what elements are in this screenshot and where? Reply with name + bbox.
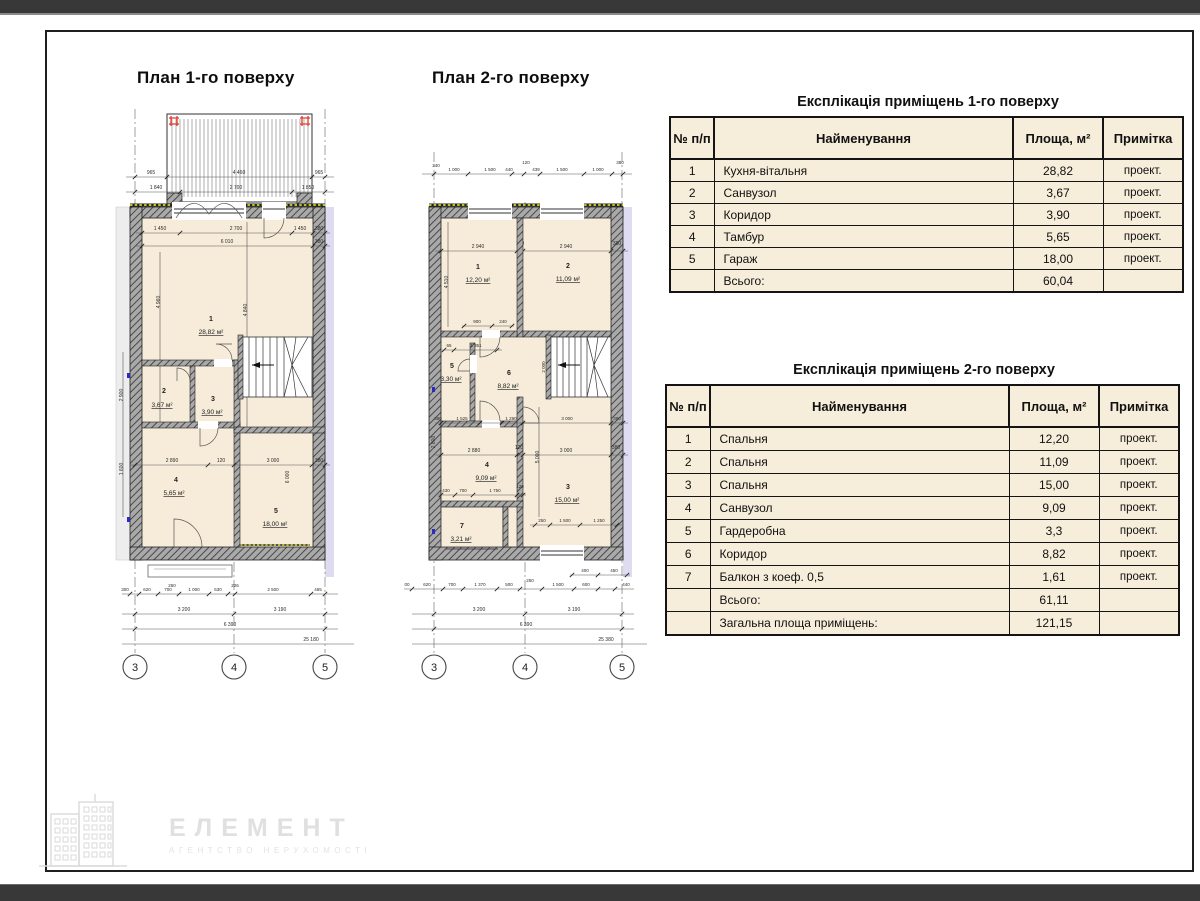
dim-label: 630 [214, 587, 222, 592]
cell-area: 61,11 [1009, 589, 1099, 612]
cell-num: 4 [666, 497, 710, 520]
dim-label: 1 840 [149, 185, 163, 191]
cell-num [666, 612, 710, 636]
cell-note: проект. [1099, 474, 1179, 497]
col-header-num: № п/п [670, 117, 714, 159]
floor-plan-2 [402, 97, 677, 697]
dim-label: 250 [526, 578, 534, 583]
dim-label: 500 [505, 582, 513, 587]
cell-area: 12,20 [1009, 427, 1099, 451]
dim-row-top [422, 160, 632, 176]
dim-label: 600 [582, 582, 590, 587]
dim-label: 620 [143, 587, 151, 592]
room-number: 7 [460, 523, 464, 530]
cell-area: 9,09 [1009, 497, 1099, 520]
dim-label: 1 525 [456, 416, 468, 421]
dim-label: 25 180 [303, 637, 319, 643]
dim-label: 120 [522, 160, 530, 165]
dim-label: 965 [146, 170, 156, 176]
cell-num: 3 [666, 474, 710, 497]
table-row [666, 497, 1179, 520]
col-header-name: Найменування [714, 117, 1013, 159]
dim-label: 465 [314, 587, 322, 592]
dim-label: 1 000 [592, 167, 604, 172]
floor-plan-1 [114, 97, 394, 697]
cell-name: Спальня [710, 474, 1009, 497]
col-header-area: Площа, м² [1013, 117, 1103, 159]
axis-label: 5 [618, 662, 626, 674]
dim-label: 1 290 [505, 416, 517, 421]
window [540, 545, 584, 562]
dim-label: 2 900 [119, 388, 125, 402]
cell-area: 3,90 [1013, 204, 1103, 226]
room-area: 9,09 м² [475, 475, 497, 482]
dim-row-b3 [122, 622, 338, 631]
dim-label: 120 [516, 484, 524, 489]
dim-label: 1 850 [301, 185, 315, 191]
bottom-letterbox-bar [0, 884, 1200, 901]
watermark-tagline: АГЕНТСТВО НЕРУХОМОСТІ [169, 845, 372, 855]
dim-label: 65 [446, 343, 452, 348]
dim-label: 2 890 [165, 458, 179, 464]
explication-floor1-table [669, 116, 1184, 293]
room-area: 18,00 м² [262, 521, 288, 528]
cell-area: 3,3 [1009, 520, 1099, 543]
cell-area: 3,67 [1013, 182, 1103, 204]
cell-name: Санвузол [710, 497, 1009, 520]
dim-label: 2 700 [229, 185, 243, 191]
dim-label: 2 700 [229, 226, 243, 232]
dim-label: 380 [611, 445, 621, 451]
dim-label: 1 351 [470, 343, 482, 348]
dim-label: 2 880 [467, 448, 481, 454]
table-row [666, 566, 1179, 589]
garage-door [172, 202, 246, 220]
axis-bubbles [422, 655, 634, 679]
dim-label: 3 190 [273, 607, 287, 613]
cell-name: Загальна площа приміщень: [710, 612, 1009, 636]
cell-note: проект. [1103, 159, 1183, 182]
adjacent-section-right [325, 207, 334, 577]
cell-name: Спальня [710, 451, 1009, 474]
cell-note [1103, 270, 1183, 293]
dim-row-b1 [404, 578, 634, 591]
cell-note [1099, 612, 1179, 636]
dim-label: 300 [121, 587, 129, 592]
cell-num [666, 589, 710, 612]
top-letterbox-bar [0, 0, 1200, 15]
explication-floor1 [669, 94, 1187, 293]
explication-floor2-title: Експлікація приміщень 2-го поверху [793, 362, 1055, 378]
table-row [666, 543, 1179, 566]
table-row [670, 182, 1183, 204]
table-row [666, 474, 1179, 497]
cell-area: 121,15 [1009, 612, 1099, 636]
table-header-row [666, 385, 1179, 427]
dim-label: 1 370 [474, 582, 486, 587]
axis-label: 3 [131, 662, 139, 674]
cell-num: 1 [666, 427, 710, 451]
axis-bubbles [123, 655, 337, 679]
explication-floor1-title: Експлікація приміщень 1-го поверху [797, 94, 1059, 110]
dim-label: 439 [532, 167, 540, 172]
cell-num: 1 [670, 159, 714, 182]
watermark-logo [37, 792, 371, 876]
dim-row-b2 [412, 607, 634, 616]
dim-label: 5 000 [535, 450, 541, 464]
cell-note: проект. [1099, 543, 1179, 566]
dim-label: 2 500 [267, 587, 279, 592]
cell-note: проект. [1103, 248, 1183, 270]
dim-label: 450 [610, 568, 618, 573]
dim-label: 3 000 [561, 416, 573, 421]
cell-note [1099, 589, 1179, 612]
cell-area: 5,65 [1013, 226, 1103, 248]
cell-num: 7 [666, 566, 710, 589]
cell-area: 18,00 [1013, 248, 1103, 270]
dim-label: 226 [231, 583, 239, 588]
explication-floor2-table [665, 384, 1180, 636]
dim-label: 1 450 [293, 226, 307, 232]
cell-name: Всього: [710, 589, 1009, 612]
table-row [666, 427, 1179, 451]
col-header-name: Найменування [710, 385, 1009, 427]
col-header-note: Примітка [1103, 117, 1183, 159]
cell-note: проект. [1099, 566, 1179, 589]
explication-floor2 [665, 362, 1183, 636]
room-area: 11,09 м² [555, 276, 581, 283]
dim-label: 1 000 [188, 587, 200, 592]
staircase [238, 335, 312, 399]
dim-label: 380 [612, 241, 622, 247]
col-header-area: Площа, м² [1009, 385, 1099, 427]
table-row [670, 270, 1183, 293]
room-area: 3,21 м² [450, 536, 472, 543]
dim-label: 2 940 [559, 244, 573, 250]
table-row [666, 612, 1179, 636]
table-row [670, 226, 1183, 248]
dim-label: 120 [216, 458, 226, 464]
cell-name: Гараж [714, 248, 1013, 270]
dim-row-b1 [121, 583, 338, 596]
plan2-title: План 2-го поверху [432, 68, 590, 87]
table-row [670, 204, 1183, 226]
dim-label: 4 960 [156, 295, 162, 309]
entry-porch [148, 565, 232, 588]
dim-label: 4 840 [243, 303, 249, 317]
dim-label: 1 450 [153, 226, 167, 232]
cell-num: 2 [670, 182, 714, 204]
dim-label: 6 010 [220, 239, 234, 245]
cell-name: Балкон з коеф. 0,5 [710, 566, 1009, 589]
dim-row-b4 [412, 637, 647, 644]
dim-label: 1 250 [593, 518, 605, 523]
dim-label: 1 500 [559, 518, 571, 523]
table-row [666, 520, 1179, 543]
dim-row-b3 [412, 622, 634, 631]
dim-label: 3 000 [559, 448, 573, 454]
plan1-title: План 1-го поверху [137, 68, 295, 87]
dim-label: 2 800 [431, 435, 437, 449]
cell-num: 2 [666, 451, 710, 474]
axis-label: 3 [430, 662, 438, 674]
cell-area: 8,82 [1009, 543, 1099, 566]
staircase [546, 335, 611, 399]
dim-label: 2 940 [471, 244, 485, 250]
cell-name: Санвузол [714, 182, 1013, 204]
col-header-num: № п/п [666, 385, 710, 427]
dim-label: 4 510 [444, 275, 450, 289]
dim-label: 965 [314, 170, 324, 176]
dim-label: 400 [581, 568, 589, 573]
dim-label: 3 000 [266, 458, 280, 464]
dim-label: 440 [622, 582, 630, 587]
dim-label: 00 [404, 582, 410, 587]
canopy [167, 114, 312, 205]
dim-label: 440 [505, 167, 513, 172]
cell-note: проект. [1099, 497, 1179, 520]
cell-num: 6 [666, 543, 710, 566]
dim-label: 380 [434, 416, 442, 421]
room-number: 3 [566, 484, 570, 491]
cell-note: проект. [1099, 520, 1179, 543]
dim-row-b0 [570, 568, 630, 577]
cell-area: 60,04 [1013, 270, 1103, 293]
cell-area: 15,00 [1009, 474, 1099, 497]
room-number: 2 [162, 388, 166, 395]
room-number: 5 [450, 363, 454, 370]
dim-label: 6 390 [519, 622, 533, 628]
dim-label: 430 [442, 488, 450, 493]
dim-label: 1 500 [552, 582, 564, 587]
dim-label: 3 190 [567, 607, 581, 613]
axis-label: 4 [230, 662, 238, 674]
cell-name: Коридор [714, 204, 1013, 226]
cell-num: 4 [670, 226, 714, 248]
room-area: 28,82 м² [198, 329, 224, 336]
cell-name: Гардеробна [710, 520, 1009, 543]
dim-row-b4 [122, 637, 354, 644]
axis-label: 4 [521, 662, 529, 674]
cell-area: 11,09 [1009, 451, 1099, 474]
room-area: 5,65 м² [163, 490, 185, 497]
room-number: 1 [209, 316, 213, 323]
dim-label: 250 [168, 583, 176, 588]
cell-name: Тамбур [714, 226, 1013, 248]
dim-label: 120 [514, 445, 524, 451]
room-area: 15,00 м² [554, 497, 580, 504]
cell-note: проект. [1103, 182, 1183, 204]
room-area: 3,67 м² [151, 402, 173, 409]
dim-label: 700 [448, 582, 456, 587]
dim-label: 700 [459, 488, 467, 493]
cell-name: Всього: [714, 270, 1013, 293]
building-icon [37, 792, 129, 876]
dim-label: 250 [538, 518, 546, 523]
room-area: 3,90 м² [201, 409, 223, 416]
cell-note: проект. [1099, 427, 1179, 451]
room-number: 4 [485, 462, 489, 469]
axis-label: 5 [321, 662, 329, 674]
cell-area: 1,61 [1009, 566, 1099, 589]
dim-label: 380 [314, 458, 324, 464]
cell-num: 5 [670, 248, 714, 270]
col-header-note: Примітка [1099, 385, 1179, 427]
dim-label: 340 [432, 163, 440, 168]
room-area: 8,82 м² [497, 383, 519, 390]
room-area: 3,30 м² [440, 376, 462, 383]
cell-num: 5 [666, 520, 710, 543]
dim-label: 4 460 [232, 170, 246, 176]
room-number: 6 [507, 370, 511, 377]
dim-label: 620 [423, 582, 431, 587]
dim-label: 380 [613, 416, 621, 421]
table-header-row [670, 117, 1183, 159]
cell-name: Спальня [710, 427, 1009, 451]
dim-label: 1 500 [556, 167, 568, 172]
room-number: 2 [566, 263, 570, 270]
dim-label: 380 [616, 160, 624, 165]
dim-label: 6 000 [285, 470, 291, 484]
dim-label: 3 200 [472, 607, 486, 613]
dim-label: 1 500 [484, 167, 496, 172]
dim-label: 1 000 [448, 167, 460, 172]
room-number: 3 [211, 396, 215, 403]
table-row [666, 451, 1179, 474]
table-row [666, 589, 1179, 612]
cell-num: 3 [670, 204, 714, 226]
cell-note: проект. [1103, 204, 1183, 226]
room-number: 1 [476, 264, 480, 271]
dim-row-b2 [122, 607, 338, 616]
watermark-brand: ЕЛЕМЕНТ [169, 813, 354, 842]
room-number: 5 [274, 508, 278, 515]
dim-label: 1 600 [119, 462, 125, 476]
cell-name: Кухня-вітальня [714, 159, 1013, 182]
cell-area: 28,82 [1013, 159, 1103, 182]
drawing-sheet [45, 30, 1194, 872]
cell-note: проект. [1099, 451, 1179, 474]
dim-label: 6 390 [223, 622, 237, 628]
dim-label: 900 [473, 319, 481, 324]
dim-label: 25 380 [598, 637, 614, 643]
cell-note: проект. [1103, 226, 1183, 248]
room-area: 12,20 м² [465, 277, 491, 284]
table-row [670, 248, 1183, 270]
cell-num [670, 270, 714, 293]
cell-name: Коридор [710, 543, 1009, 566]
dim-label: 700 [164, 587, 172, 592]
table-row [670, 159, 1183, 182]
dim-label: 240 [499, 319, 507, 324]
dim-label: 1 750 [489, 488, 501, 493]
dim-label: 380 [314, 239, 324, 245]
room-number: 4 [174, 477, 178, 484]
dim-label: 3 200 [177, 607, 191, 613]
dim-label: 380 [314, 226, 324, 232]
adjacent-section-right [623, 207, 632, 577]
dim-label: 2 000 [541, 361, 546, 373]
